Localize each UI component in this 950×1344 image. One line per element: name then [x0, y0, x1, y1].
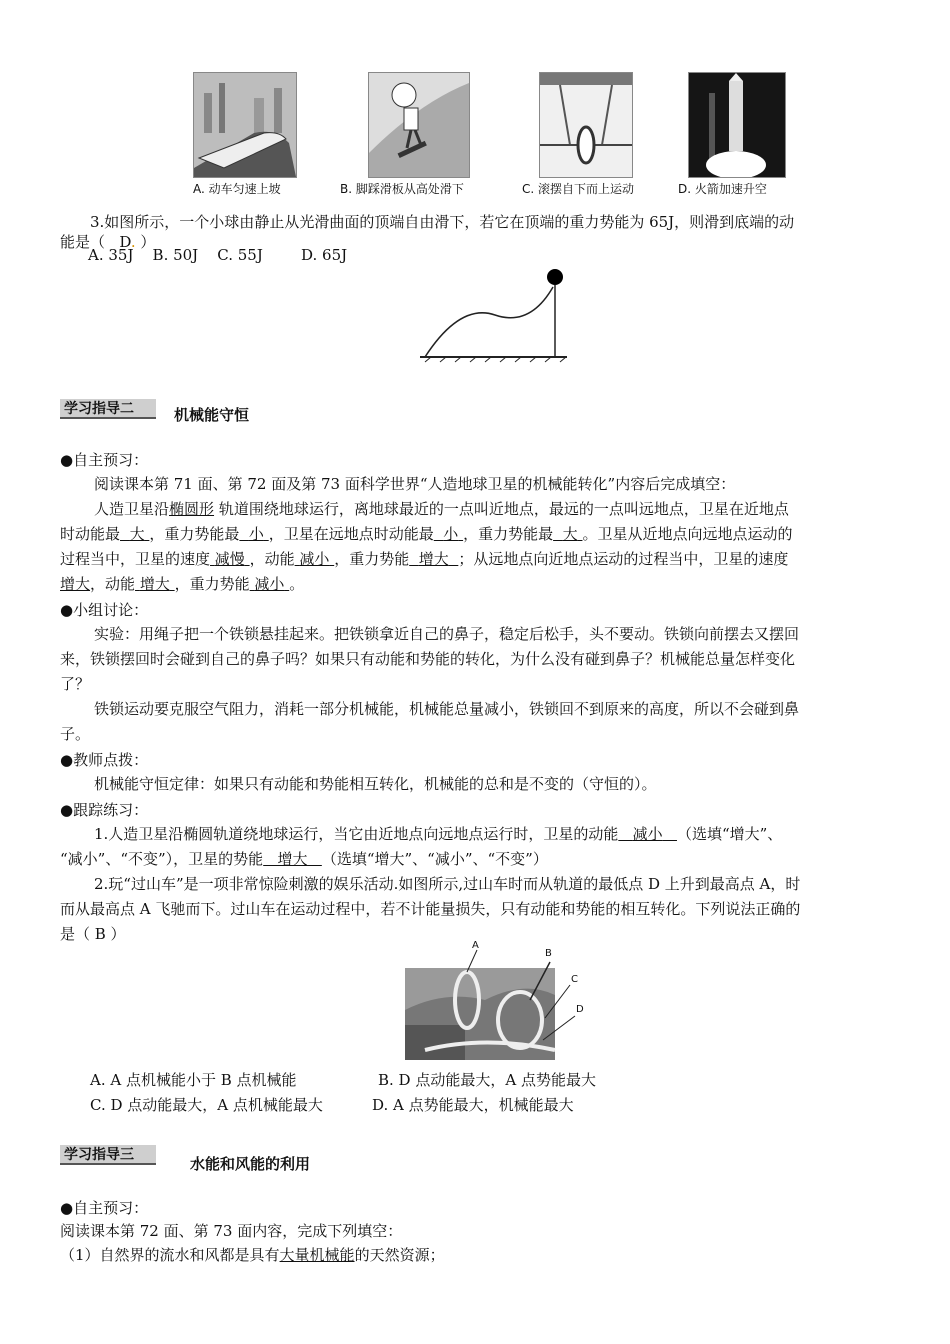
section3-tag: 学习指导三 [60, 1145, 156, 1165]
section3-title: 水能和风能的利用 [190, 1155, 311, 1173]
section2-tag: 学习指导二 [60, 399, 156, 419]
point-a-label: A [472, 940, 479, 951]
exercise2-line2: 而从最高点 A 飞驰而下。过山车在运动过程中，若不计能量损失，只有动能和势能的相互转化。下列说法正确的 [60, 900, 801, 918]
group-discussion-heading: ●小组讨论： [60, 601, 149, 619]
q3-line2: 能是（ D. ） [60, 233, 156, 251]
answer-line1: 铁锁运动要克服空气阻力，消耗一部分机械能，机械能总量减小，铁锁回不到原来的高度，所以不会碰到鼻 [94, 700, 800, 718]
caption-d: D. 火箭加速升空 [678, 182, 767, 196]
q3-line1: 3.如图所示，一个小球由静止从光滑曲面的顶端自由滑下，若它在顶端的重力势能为 65J，则滑到底端的动 [90, 213, 795, 231]
section3-q1: （1）自然界的流水和风都是具有大量机械能的天然资源； [60, 1246, 445, 1264]
q3-answer: D [119, 233, 131, 251]
blank-orbit: 椭圆形 [169, 500, 215, 518]
self-preview-heading: ●自主预习： [60, 451, 149, 469]
experiment-line2: 来，铁锁摆回时会碰到自己的鼻子吗？如果只有动能和势能的转化，为什么没有碰到鼻子？机械能总量怎样变化 [60, 650, 796, 668]
exercise1-line1: 1.人造卫星沿椭圆轨道绕地球运行，当它由近地点向远地点运行时，卫星的动能 减小 （选填“增大”、 [94, 825, 783, 843]
point-d-label: D [576, 1004, 584, 1015]
conservation-law: 机械能守恒定律：如果只有动能和势能相互转化，机械能的总和是不变的（守恒的）。 [94, 775, 657, 793]
caption-b: B. 脚踩滑板从高处滑下 [340, 182, 464, 196]
experiment-line1: 实验：用绳子把一个铁锁悬挂起来。把铁锁拿近自己的鼻子，稳定后松手，头不要动。铁锁向前摆去又摆回 [94, 625, 800, 643]
option-a: A. A 点机械能小于 B 点机械能 [90, 1071, 297, 1089]
section3-intro: 阅读课本第 72 面、第 73 面内容，完成下列填空： [60, 1222, 403, 1240]
point-c-label: C [571, 974, 578, 985]
q3-options: A. 35J B. 50J C. 55J D. 65J [88, 246, 348, 264]
option-b: B. D 点动能最大，A 点势能最大 [378, 1071, 596, 1089]
roller-coaster-image [405, 940, 595, 1060]
option-d: D. A 点势能最大，机械能最大 [372, 1096, 574, 1114]
train-image [193, 72, 297, 178]
point-b-label: B [545, 948, 552, 959]
slope-curve-diagram [415, 265, 575, 365]
caption-c: C. 滚摆自下而上运动 [522, 182, 635, 196]
satellite-p1: 人造卫星沿椭圆形 轨道围绕地球运行，离地球最近的一点叫近地点，最远的一点叫远地点，卫星在近地点 [94, 500, 789, 518]
option-c: C. D 点动能最大，A 点机械能最大 [90, 1096, 323, 1114]
answer-line2: 子。 [60, 725, 91, 743]
exercise1-line2: “减小”、“不变”），卫星的势能 增大 （选填“增大”、“减小”、“不变”） [60, 850, 548, 868]
exercise2-line1: 2.玩“过山车”是一项非常惊险刺激的娱乐活动.如图所示,过山车时而从轨道的最低点 D 上升到最高点 A，时 [94, 875, 801, 893]
rocket-image [688, 72, 786, 178]
teacher-heading: ●教师点拨： [60, 751, 149, 769]
caption-a: A. 动车匀速上坡 [193, 182, 281, 196]
section2-intro: 阅读课本第 71 面、第 72 面及第 73 面科学世界“人造地球卫星的机械能转化”内容后完成填空： [94, 475, 736, 493]
skateboard-image [368, 72, 470, 178]
practice-heading: ●跟踪练习： [60, 801, 149, 819]
pendulum-image [539, 72, 633, 178]
experiment-line3: 了？ [60, 675, 91, 693]
satellite-p2: 时动能最 大 ，重力势能最 小 ，卫星在远地点时动能最 小 ，重力势能最 大 。卫星从近地点向远地点运动的 [60, 525, 793, 543]
section3-self-preview: ●自主预习： [60, 1199, 149, 1217]
satellite-p3: 过程当中，卫星的速度 减慢 ，动能 减小 ，重力势能 增大 ；从远地点向近地点运动的过程当中，卫星的速度 [60, 550, 789, 568]
exercise2-line3: 是（ B ） [60, 925, 126, 943]
satellite-p4: 增大，动能 增大 ，重力势能 减小 。 [60, 575, 305, 593]
section2-title: 机械能守恒 [174, 406, 250, 424]
